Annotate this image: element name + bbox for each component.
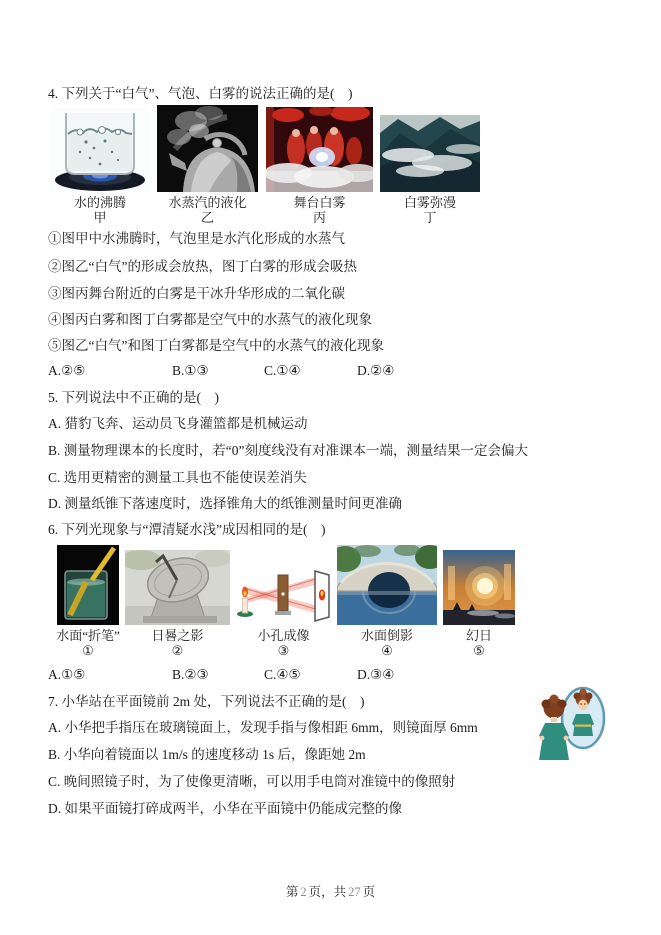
- q7-choice-a: A. 小华把手指压在玻璃镜面上，发现手指与像相距 6mm，则镜面厚 6mm: [48, 720, 478, 735]
- figure-caption: 水蒸汽的液化: [168, 195, 247, 210]
- figure-caption: 幻日: [465, 628, 492, 643]
- figure-sundial: [125, 550, 230, 658]
- q7-choice-d: D. 如果平面镜打碎成两半，小华在平面镜中仍能成完整的像: [48, 801, 402, 816]
- q4-statement-1: ①图甲中水沸腾时，气泡里是水汽化形成的水蒸气: [48, 231, 345, 246]
- figure-caption: 水的沸腾: [73, 195, 126, 210]
- q5-choice-a: A. 猎豹飞奔、运动员飞身灌篮都是机械运动: [48, 416, 308, 431]
- figure-sundog: [443, 550, 515, 658]
- figure-bridge-reflection: [337, 545, 437, 658]
- sundial-image: [125, 550, 230, 625]
- question-7-header: 7. 小华站在平面镜前 2m 处，下列说法不正确的是( ): [48, 694, 365, 709]
- q6-option-b: B.②③: [172, 667, 209, 682]
- q7-choice-c: C. 晚间照镜子时，为了使像更清晰，可以用手电筒对准镜中的像照射: [48, 774, 456, 789]
- figure-mountain-fog: [380, 115, 480, 225]
- girl-mirror-image: [536, 684, 608, 776]
- figure-caption: 水面“折笔”: [56, 628, 120, 643]
- q4-option-c: C.①④: [264, 363, 301, 378]
- question-6-header: 6. 下列光现象与“潭清疑水浅”成因相同的是( ): [48, 522, 326, 537]
- stage-fog-image: [266, 107, 373, 192]
- q4-statement-3: ③图丙舞台附近的白雾是干冰升华形成的二氧化碳: [48, 286, 345, 301]
- footer-page-number: 2: [300, 885, 307, 899]
- figure-caption: 白雾弥漫: [403, 195, 456, 210]
- figure-label: 丙: [312, 210, 326, 225]
- q5-choice-d: D. 测量纸锥下落速度时，选择锥角大的纸锥测量时间更准确: [48, 496, 402, 511]
- q4-statement-4: ④图丙白雾和图丁白雾都是空气中的水蒸气的液化现象: [48, 312, 372, 327]
- figure-water-boiling: [50, 108, 150, 225]
- sundog-image: [443, 550, 515, 625]
- q7-choice-b: B. 小华向着镜面以 1m/s 的速度移动 1s 后，像距她 2m: [48, 747, 366, 762]
- q6-option-d: D.③④: [357, 667, 395, 682]
- q4-option-b: B.①③: [172, 363, 209, 378]
- bent-pencil-image: [57, 545, 119, 625]
- question-4-figure-row: [50, 105, 480, 225]
- question-6-figure-row: [57, 545, 515, 658]
- q6-option-a: A.①⑤: [48, 667, 86, 682]
- q5-choice-c: C. 选用更精密的测量工具也不能使误差消失: [48, 470, 307, 485]
- girl-mirror-illustration: [536, 684, 608, 780]
- figure-caption: 水面倒影: [360, 628, 413, 643]
- figure-pinhole-imaging: [236, 567, 331, 658]
- bridge-reflection-image: [337, 545, 437, 625]
- figure-steam-kettle: [157, 105, 258, 225]
- mountain-fog-image: [380, 115, 480, 192]
- figure-label: ④: [381, 643, 393, 658]
- question-5-header: 5. 下列说法中不正确的是( ): [48, 390, 219, 405]
- page-footer: [0, 882, 661, 900]
- figure-label: ②: [171, 643, 184, 658]
- figure-label: ⑤: [473, 643, 485, 658]
- footer-suffix: 页: [362, 885, 376, 899]
- figure-label: ③: [277, 643, 290, 658]
- q4-option-a: A.②⑤: [48, 363, 86, 378]
- figure-bent-pencil: [57, 545, 119, 658]
- steam-kettle-image: [157, 105, 258, 192]
- figure-label: ①: [82, 643, 94, 658]
- q4-option-d: D.②④: [357, 363, 395, 378]
- q6-option-c: C.④⑤: [264, 667, 301, 682]
- q6-options-row: [48, 667, 628, 683]
- q4-statement-5: ⑤图乙“白气”和图丁白雾都是空气中的水蒸气的液化现象: [48, 338, 384, 353]
- q4-statement-2: ②图乙“白气”的形成会放热，图丁白雾的形成会吸热: [48, 259, 357, 274]
- footer-mid: 页，共: [308, 885, 347, 899]
- figure-label: 甲: [93, 210, 107, 225]
- figure-caption: 小孔成像: [257, 628, 310, 643]
- figure-label: 丁: [423, 210, 437, 225]
- question-4-header: 4. 下列关于“白气”、气泡、白雾的说法正确的是( ): [48, 86, 353, 101]
- q5-choice-b: B. 测量物理课本的长度时，若“0”刻度线没有对准课本一端，测量结果一定会偏大: [48, 443, 528, 458]
- q4-options-row: [48, 363, 628, 379]
- pinhole-imaging-image: [236, 567, 331, 625]
- footer-prefix: 第: [285, 885, 299, 899]
- figure-caption: 舞台白雾: [293, 195, 346, 210]
- water-boiling-image: [50, 108, 150, 192]
- figure-caption: 日晷之影: [151, 628, 204, 643]
- footer-total-pages: 27: [348, 885, 361, 899]
- figure-stage-fog: [266, 107, 373, 225]
- figure-label: 乙: [200, 210, 214, 225]
